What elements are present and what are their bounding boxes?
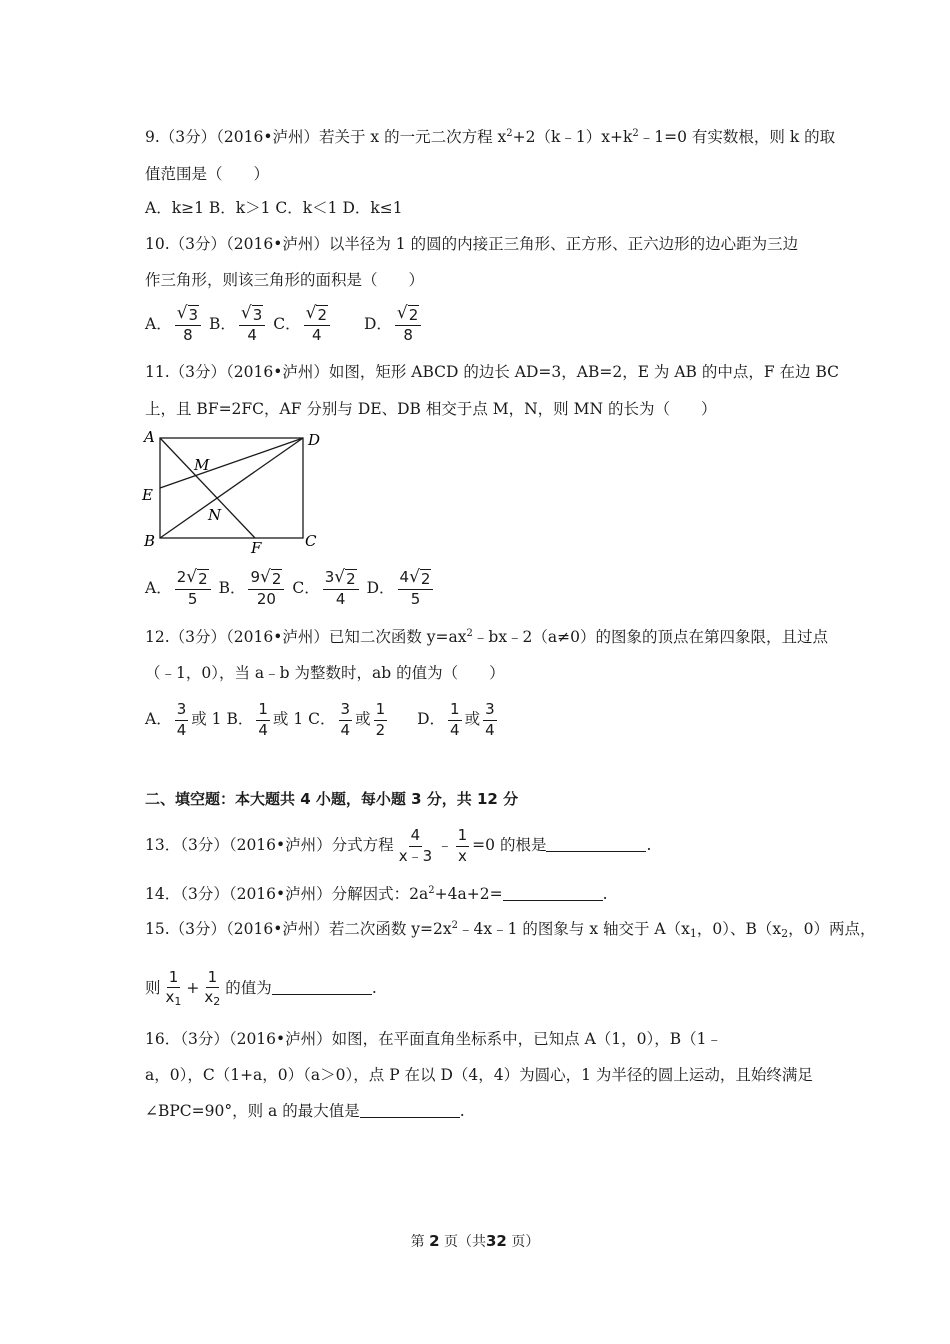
q9-options: A．k≥1 B．k＞1 C．k＜1 D．k≤1 <box>145 199 403 217</box>
label-d: D <box>308 431 321 449</box>
q11-options <box>145 566 436 610</box>
label-n: N <box>208 506 222 524</box>
q10-option-a: A． √ 3 8 <box>145 302 204 346</box>
q10-option-c: C． √ 2 4 <box>273 302 333 346</box>
label-m: M <box>194 456 210 474</box>
q10-option-d: D． √ 2 8 <box>364 302 424 346</box>
q12-option-b: B． $\frac{1}{4}$ 或 1 <box>226 700 304 739</box>
q11-option-b: B． 9 √ 2 20 <box>219 566 288 610</box>
page-footer: 第 2 页（共32 页） <box>410 1232 540 1250</box>
q9-line1: 9.（3分）（2016•泸州）若关于 x 的一元二次方程 $x^2+2(k﹣1)x+k^2﹣1=0$ 有实数根，则 k 的取 <box>145 128 836 146</box>
q13-answer-blank <box>546 837 646 852</box>
q12-line1: 12.（3分）（2016•泸州）已知二次函数 $y=ax^2﹣bx﹣2(a\ne 0)$的图象的顶点在第四象限，且过点 <box>145 628 829 646</box>
q16-line3: ∠BPC=90°，则 a 的最大值是 . <box>145 1102 465 1120</box>
section-2-title: 二、填空题：本大题共 4 小题，每小题 3 分，共 12 分 <box>145 790 519 808</box>
q12-option-d: D． $\frac{1}{4}$ 或 $\frac{3}{4}$ <box>417 700 495 739</box>
label-c: C <box>305 532 317 550</box>
q16-answer-blank <box>360 1103 460 1118</box>
q11-option-a: A． 2 √ 2 5 <box>145 566 214 610</box>
q16-line1: 16．（3分）（2016•泸州）如图，在平面直角坐标系中，已知点 A（1，0），B（1﹣ <box>145 1030 723 1048</box>
segment-de <box>160 438 303 488</box>
q15-line1: 15.（3分）（2016•泸州）若二次函数 $y=2x^2﹣4x﹣1$ 的图象与 x 轴交于 $A(x_1$，0）、$B(x_2$，0）两点， <box>145 920 876 940</box>
q11-line1: 11.（3分）（2016•泸州）如图，矩形 ABCD 的边长 AD=3，AB=2，E 为 AB 的中点，F 在边 BC <box>145 363 840 381</box>
q16-line2: a，0），C（1+a，0）（a＞0），点 P 在以 D（4，4）为圆心，1 为半径的圆上运动，且始终满足 <box>145 1066 813 1084</box>
label-e: E <box>142 486 153 504</box>
q10-line1: 10.（3分）（2016•泸州）以半径为 1 的圆的内接正三角形、正方形、正六边形的边心距为三边 <box>145 235 799 253</box>
q11-option-d: D． 4 √ 2 5 <box>367 566 437 610</box>
q9-line2: 值范围是（ ） <box>145 165 270 183</box>
q12-option-a: A． $\frac{3}{4}$ 或 1 <box>145 700 222 739</box>
q13-line: 13．（3分）（2016•泸州）分式方程 $\frac{4}{x﹣3}$ ﹣ $\frac{1}{x}$ =0 的根是 . <box>145 826 652 865</box>
q10-option-b: B． √ 3 4 <box>209 302 268 346</box>
q15-answer-blank <box>272 980 372 995</box>
q10-options <box>145 302 424 346</box>
q12-line2: （﹣1，0），当 a﹣b 为整数时，ab 的值为（ ） <box>145 664 505 682</box>
rectangle-figure <box>138 425 328 557</box>
q11-line2: 上，且 BF=2FC，AF 分别与 DE、DB 相交于点 M，N，则 MN 的长为（ ） <box>145 400 717 418</box>
q15-line2: 则 $\frac{1}{x_1}$ + $\frac{1}{x_2}$ 的值为 . <box>145 968 377 1009</box>
segment-db <box>160 438 303 538</box>
q11-option-c: C． 3 √ 2 4 <box>292 566 361 610</box>
label-f: F <box>251 539 262 557</box>
q12-options <box>145 697 500 741</box>
q12-option-c: C． $\frac{3}{4}$ 或 $\frac{1}{2}$ <box>308 700 386 739</box>
q14-line: 14．（3分）（2016•泸州）分解因式：$2a^2+4a+2=$ . <box>145 885 608 903</box>
q10-line2: 作三角形，则该三角形的面积是（ ） <box>145 271 425 289</box>
q14-answer-blank <box>503 886 603 901</box>
label-b: B <box>144 532 156 550</box>
label-a: A <box>144 428 155 446</box>
